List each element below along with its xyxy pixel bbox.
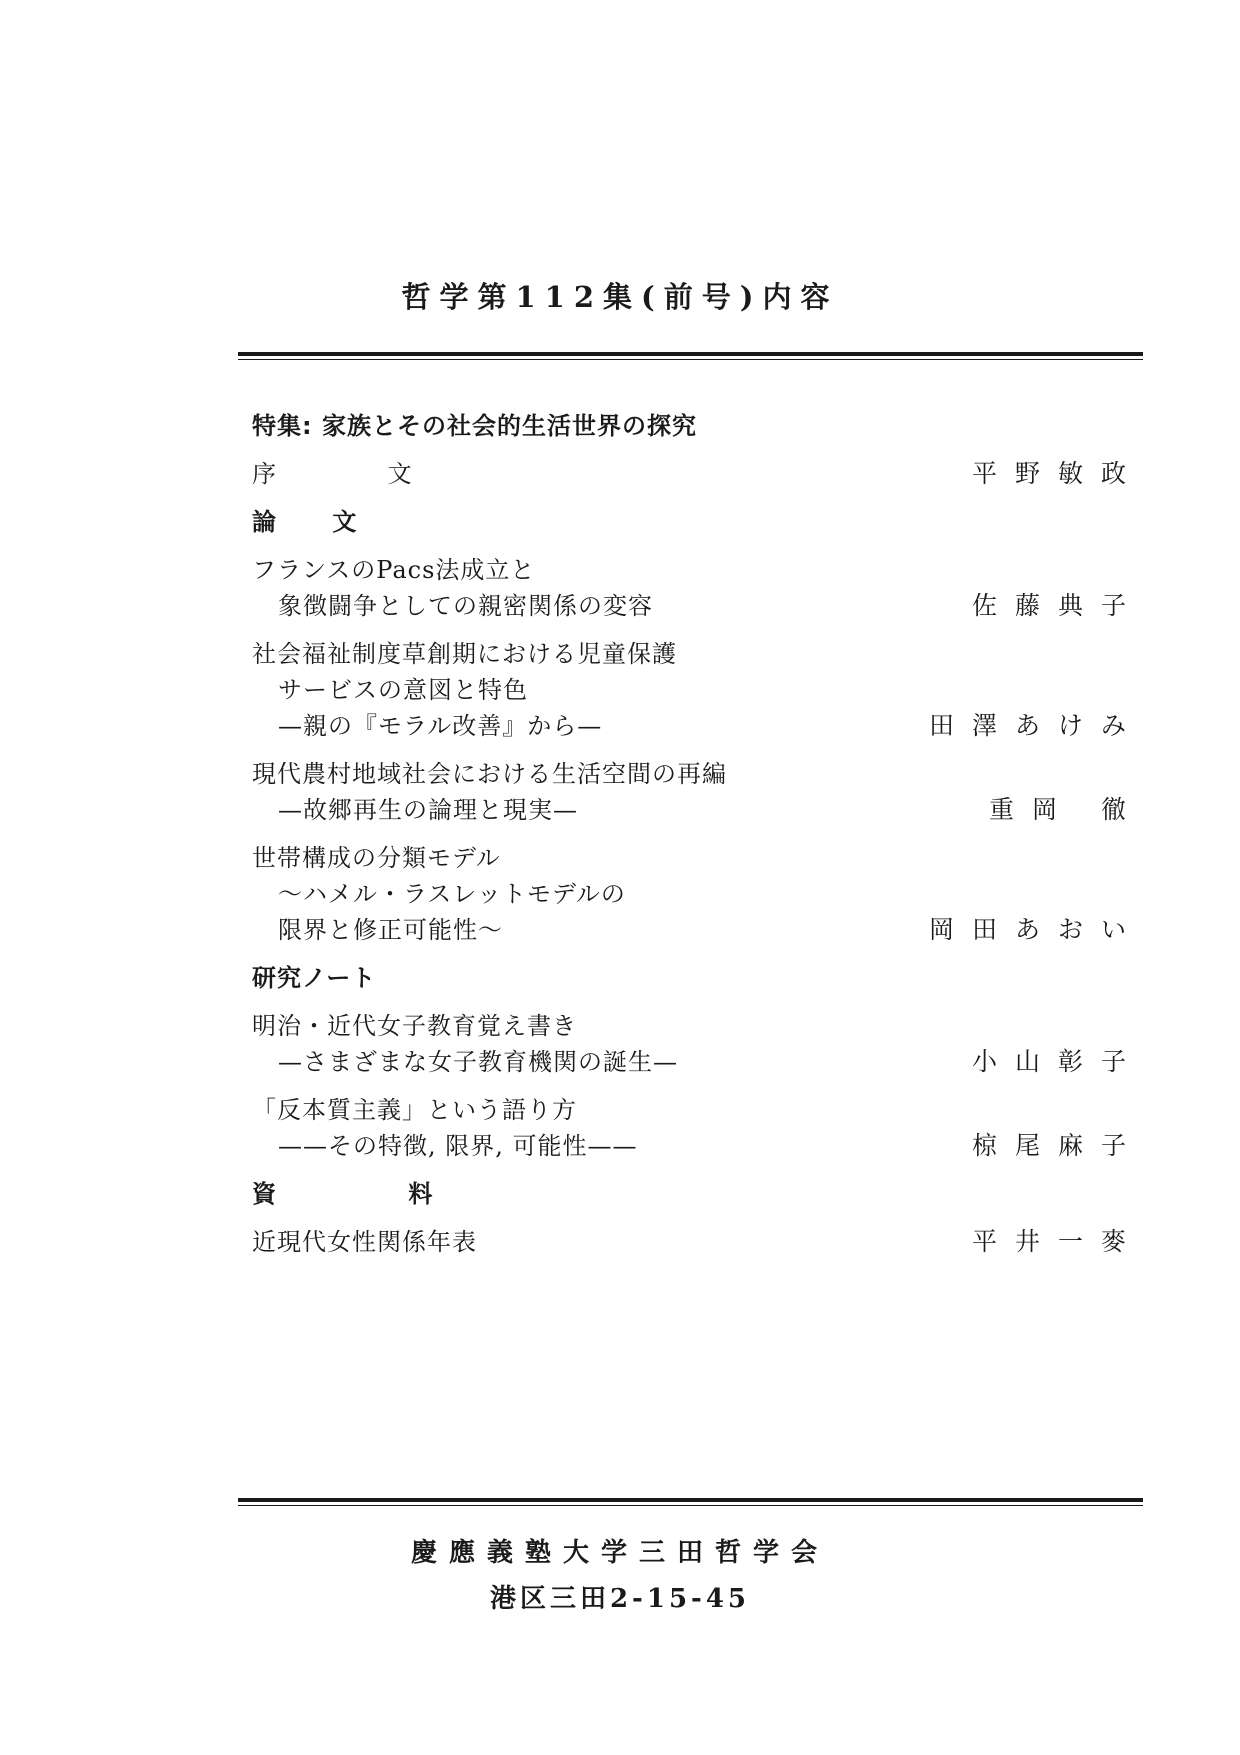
entry-title-line: フランスのPacs法成立と: [252, 556, 536, 584]
entry-title-line: —さまざまな女子教育機関の誕生—: [278, 1048, 678, 1076]
toc-entry: [252, 1008, 1144, 1080]
section-heading-papers: 論 文: [252, 508, 381, 536]
entry-title-line: 世帯構成の分類モデル: [252, 844, 501, 872]
top-double-rule: [238, 352, 1143, 360]
entry-author: 平井一麥: [971, 1227, 1144, 1256]
entry-title-line: 「反本質主義」という語り方: [252, 1096, 577, 1124]
entry-author: 佐藤典子: [971, 591, 1144, 620]
entry-author: 重岡 徹: [989, 795, 1144, 824]
toc-entry: [252, 552, 1144, 624]
toc-entry: [252, 1224, 1144, 1260]
entry-title-line: サービスの意図と特色: [278, 676, 528, 704]
entry-author: 椋尾麻子: [971, 1131, 1144, 1160]
bottom-double-rule: [238, 1498, 1143, 1506]
entry-author: 岡田あおい: [928, 915, 1144, 944]
section-heading-feature: 特集: 家族とその社会的生活世界の探究: [252, 412, 697, 440]
entry-title-line: 社会福祉制度草創期における児童保護: [252, 640, 677, 668]
publisher-address: 港区三田2-15-45: [489, 1584, 751, 1614]
entry-author: 平野敏政: [971, 459, 1144, 488]
entry-author: 小山彰子: [971, 1047, 1144, 1076]
entry-title-line: 序 文: [252, 460, 464, 488]
entry-title-line: 明治・近代女子教育覚え書き: [252, 1012, 577, 1040]
entry-title-line: ——その特徴, 限界, 可能性——: [278, 1132, 638, 1160]
section-heading-materials: 資 料: [252, 1180, 495, 1208]
publisher-name: 慶應義塾大学三田哲学会: [410, 1538, 829, 1568]
entry-title-line: 現代農村地域社会における生活空間の再編: [252, 760, 727, 788]
entry-title-line: 限界と修正可能性〜: [278, 916, 503, 944]
entry-title-line: 象徴闘争としての親密関係の変容: [278, 592, 653, 620]
entry-title-line: 〜ハメル・ラスレットモデルの: [278, 880, 626, 908]
toc-entry: [252, 840, 1144, 948]
toc-entry: [252, 636, 1144, 744]
entry-title-line: —故郷再生の論理と現実—: [278, 796, 578, 824]
toc-entry: [252, 1092, 1144, 1164]
toc-entry: [252, 756, 1144, 828]
entry-title-line: 近現代女性関係年表: [252, 1228, 477, 1256]
entry-author: 田澤あけみ: [928, 711, 1144, 740]
page-title: 哲学第112集(前号)内容: [401, 280, 839, 314]
entry-title-line: —親の『モラル改善』から—: [278, 712, 603, 740]
toc-entry: [252, 456, 1144, 492]
section-heading-research-notes: 研究ノート: [252, 964, 377, 992]
table-of-contents: [252, 408, 1144, 1272]
